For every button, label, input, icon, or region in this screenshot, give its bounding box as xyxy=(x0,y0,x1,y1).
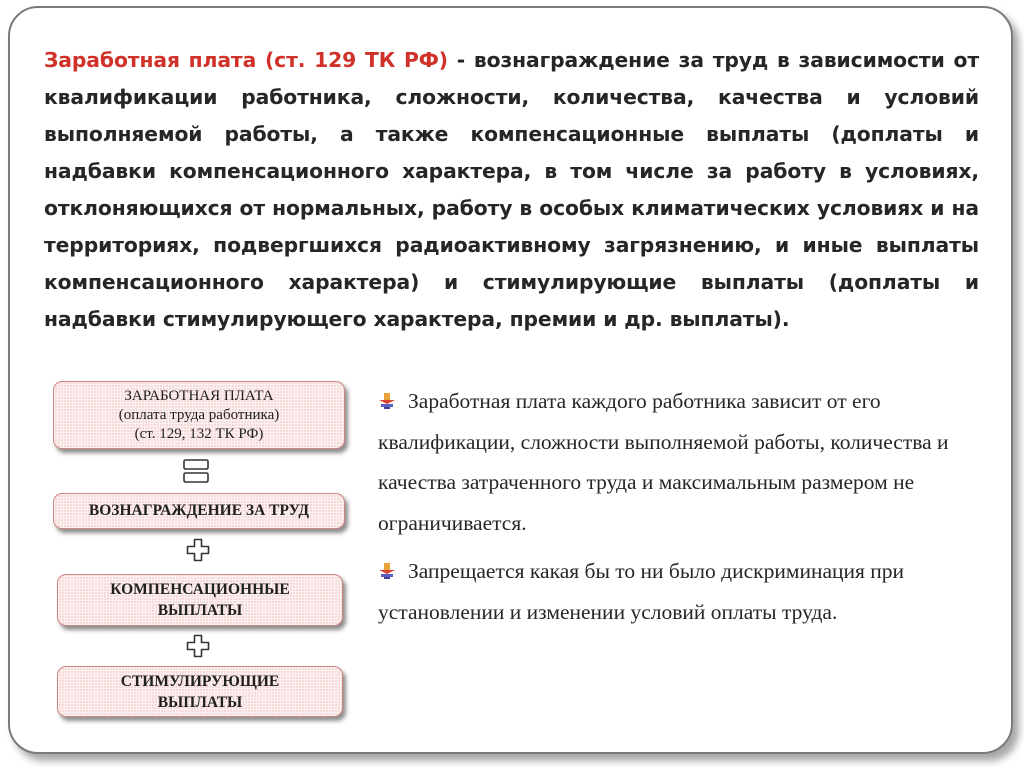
salary-box-title: ЗАРАБОТНАЯ ПЛАТА xyxy=(124,387,274,404)
reward-box xyxy=(53,493,345,529)
salary-box-subtitle: (оплата труда работника) xyxy=(118,406,280,423)
bullet-text: Запрещается какая бы то ни было дискриминация при установлении и изменении условий оплаты труда. xyxy=(378,559,905,624)
definition-term: Заработная плата (ст. 129 ТК РФ) xyxy=(44,48,448,72)
plus-icon xyxy=(186,538,210,562)
reward-box-label: ВОЗНАГРАЖДЕНИЕ ЗА ТРУД xyxy=(88,502,310,519)
bullet-list xyxy=(378,381,978,640)
definition-text: - вознаграждение за труд в зависимости от квалификации работника, сложности, количества, качества и условий выполняемой работы, а также компенсационные выплаты (доплаты и надбавки компенсационного характера, в том числе за работу в условиях, отклоняющихся от нормальных, работу в особых климатических условиях и на территориях, подвергшихся радиоактивному загрязнению, и иные выплаты компенсационного характера) и стимулирующие выплаты (доплаты и надбавки стимулирующего характера, премии и др. выплаты). xyxy=(44,48,979,331)
stimulating-box-line1: СТИМУЛИРУЮЩИЕ xyxy=(120,672,280,690)
bullet-arrow-icon xyxy=(378,392,396,410)
salary-box xyxy=(53,381,345,449)
stimulating-box-line2: ВЫПЛАТЫ xyxy=(157,693,243,711)
salary-box-reference: (ст. 129, 132 ТК РФ) xyxy=(134,425,264,442)
compensation-box xyxy=(57,574,343,626)
plus-icon xyxy=(186,634,210,658)
compensation-box-line1: КОМПЕНСАЦИОННЫЕ xyxy=(110,581,290,598)
definition-paragraph xyxy=(44,42,979,338)
bullet-text: Заработная плата каждого работника зависит от его квалификации, сложности выполняемой работы, количества и качества затраченного труда и максимальным размером не ограничивается. xyxy=(378,389,949,535)
bullet-item xyxy=(378,381,968,543)
bullet-arrow-icon xyxy=(378,562,396,580)
stimulating-box xyxy=(57,666,343,717)
compensation-box-line2: ВЫПЛАТЫ xyxy=(157,602,243,619)
equals-icon xyxy=(183,458,209,484)
bullet-item xyxy=(378,551,968,632)
